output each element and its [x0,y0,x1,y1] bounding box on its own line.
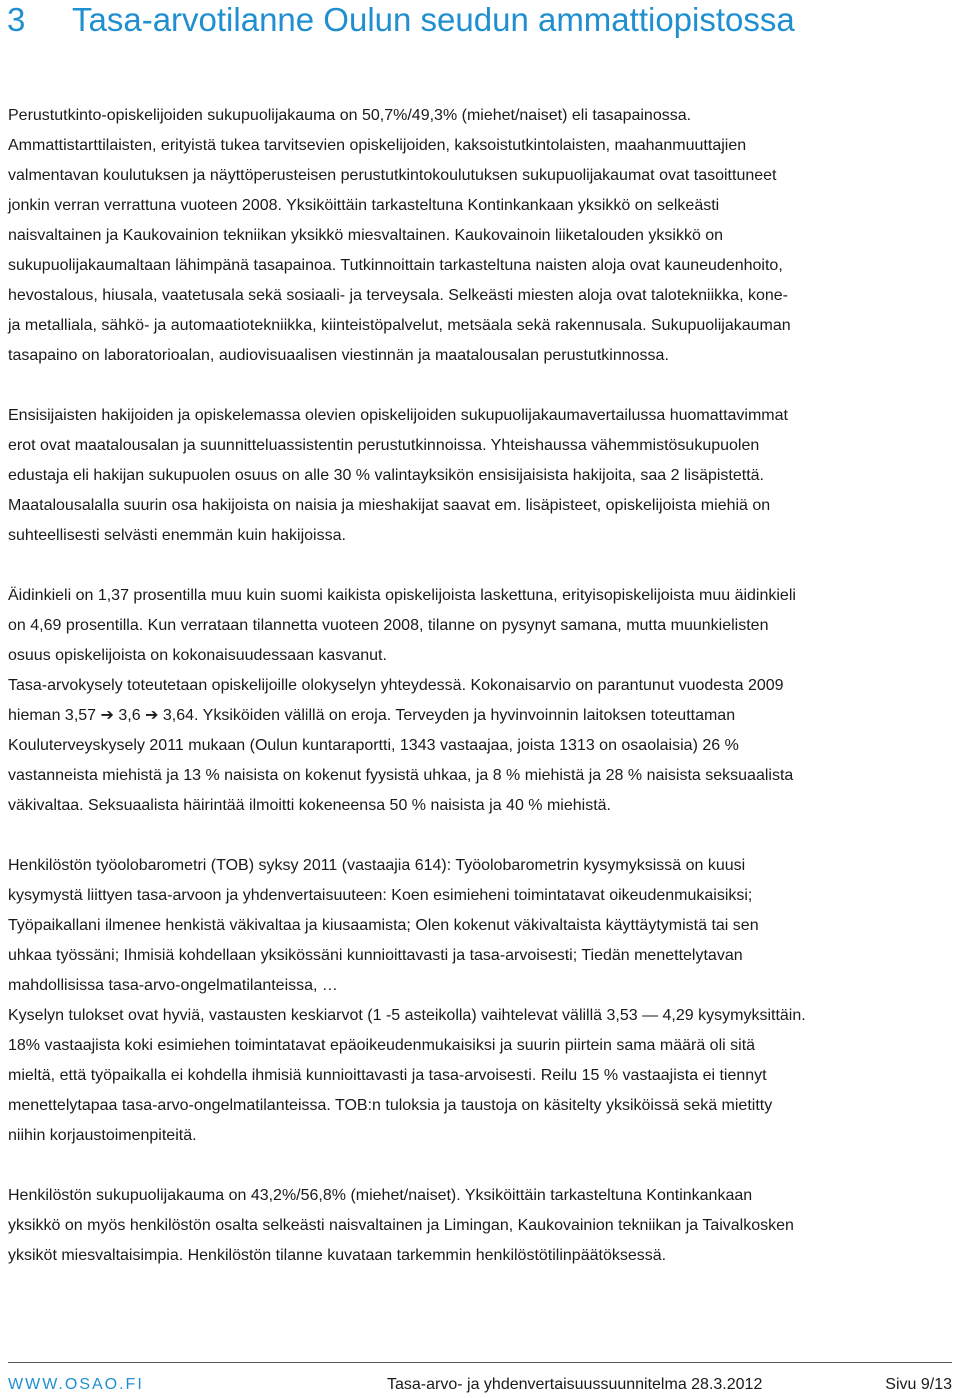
section-heading [7,0,795,40]
text-line: väkivaltaa. Seksuaalista häirintää ilmoitti kokeneensa 50 % naisista ja 40 % miehistä. [8,797,611,814]
text-line: mieltä, että työpaikalla ei kohdella ihmisiä kunnioittavasti ja tasa-arvoisesti. Reilu 15 % vastaajista ei tiennyt [8,1067,767,1084]
text-line: Henkilöstön työolobarometri (TOB) syksy 2011 (vastaajia 614): Työolobarometrin kysymyksissä on kuusi [8,857,746,874]
text-line: valmentavan koulutuksen ja näyttöperusteisen perustutkintokoulutuksen sukupuolijakaumat ovat tasoittuneet [8,167,777,184]
text-line: Maatalousalalla suurin osa hakijoista on naisia ja mieshakijat saavat em. lisäpisteet, opiskelijoista miehiä on [8,497,771,514]
text-line: osuus opiskelijoista on kokonaisuudessaan kasvanut. [8,647,387,664]
text-line: hevostalous, hiusala, vaatetusala sekä sosiaali- ja terveysala. Selkeästi miesten aloja ovat talotekniikka, kone- [8,287,788,304]
text-line: vastanneista miehistä ja 13 % naisista on kokenut fyysistä uhkaa, ja 8 % miehistä ja 28 % naisista seksuaalista [8,767,794,784]
text-line: suhteellisesti selvästi enemmän kuin hakijoissa. [8,527,346,544]
text-line: Kyselyn tulokset ovat hyviä, vastausten keskiarvot (1 -5 asteikolla) vaihtelevat välillä 3,53 — 4,29 kysymyksittäin. [8,1007,806,1024]
text-line: 18% vastaajista koki esimiehen toimintatavat epäoikeudenmukaisiksi ja suurin piirtein sama määrä oli sitä [8,1037,756,1054]
text-line: uhkaa työssäni; Ihmisiä kohdellaan yksikössäni kunnioittavasti ja tasa-arvoisesti; Tiedän menettelytavan [8,947,743,964]
text-line: yksiköt miesvaltaisimpia. Henkilöstön tilanne kuvataan tarkemmin henkilöstötilinpäätöksessä. [8,1247,667,1264]
text-line: hieman 3,57 ➔ 3,6 ➔ 3,64. Yksiköiden välillä on eroja. Terveyden ja hyvinvoinnin laitoksen toteuttaman [8,707,736,724]
text-line: mahdollisissa tasa-arvo-ongelmatilanteissa, … [8,977,338,994]
text-line: sukupuolijakaumaltaan lähimpänä tasapainoa. Tutkinnoittain tarkasteltuna naisten aloja ovat kauneudenhoito, [8,257,783,274]
text-line: naisvaltainen ja Kaukovainion tekniikan yksikkö miesvaltainen. Kaukovainoin liiketalouden yksikkö on [8,227,724,244]
footer-divider [8,1362,952,1363]
text-line: yksikkö on myös henkilöstön osalta selkeästi naisvaltainen ja Limingan, Kaukovainion tekniikan ja Taivalkosken [8,1217,794,1234]
text-line: ja metalliala, sähkö- ja automaatiotekniikka, kiinteistöpalvelut, metsäala sekä rakennusala. Sukupuolijakauman [8,317,791,334]
text-line: Äidinkieli on 1,37 prosentilla muu kuin suomi kaikista opiskelijoista laskettuna, erityisopiskelijoista muu äidinkieli [8,587,796,604]
text-line: Kouluterveyskysely 2011 mukaan (Oulun kuntaraportti, 1343 vastaajaa, joista 1313 on osaolaisia) 26 % [8,737,739,754]
text-line: Tasa-arvokysely toteutetaan opiskelijoille olokyselyn yhteydessä. Kokonaisarvio on parantunut vuodesta 2009 [8,677,784,694]
text-line: Henkilöstön sukupuolijakauma on 43,2%/56,8% (miehet/naiset). Yksiköittäin tarkasteltuna Kontinkankaan [8,1187,753,1204]
text-line: jonkin verran verrattuna vuoteen 2008. Yksiköittäin tarkasteltuna Kontinkankaan yksikkö on selkeästi [8,197,720,214]
footer-website-link[interactable]: WWW.OSAO.FI [8,1376,144,1393]
text-line: edustaja eli hakijan sukupuolen osuus on alle 30 % valintayksikön ensisijaisista hakijoita, saa 2 lisäpistettä. [8,467,764,484]
section-number: 3 [7,1,26,38]
section-title: Tasa-arvotilanne Oulun seudun ammattiopistossa [72,1,795,38]
text-line: niihin korjaustoimenpiteitä. [8,1127,197,1144]
text-line: erot ovat maatalousalan ja suunnitteluassistentin perustutkinnoissa. Yhteishaussa vähemmistösukupuolen [8,437,760,454]
text-line: Työpaikallani ilmenee henkistä väkivaltaa ja kiusaamista; Olen kokenut väkivaltaista käyttäytymistä tai sen [8,917,759,934]
text-line: kysymystä liittyen tasa-arvoon ja yhdenvertaisuuteen: Koen esimieheni toimintatavat oikeudenmukaisiksi; [8,887,753,904]
text-line: Ensisijaisten hakijoiden ja opiskelemassa olevien opiskelijoiden sukupuolijakaumavertailussa huomattavimmat [8,407,788,424]
text-line: menettelytapaa tasa-arvo-ongelmatilanteissa. TOB:n tuloksia ja taustoja on käsitelty yksiköissä sekä mietitty [8,1097,773,1114]
text-line: Ammattistarttilaisten, erityistä tukea tarvitsevien opiskelijoiden, kaksoistutkintolaisten, maahanmuuttajien [8,137,747,154]
text-line: Perustutkinto-opiskelijoiden sukupuolijakauma on 50,7%/49,3% (miehet/naiset) eli tasapainossa. [8,107,692,124]
text-line: tasapaino on laboratorioalan, audiovisuaalisen viestinnän ja maatalousalan perustutkinnossa. [8,347,669,364]
footer-page-number: Sivu 9/13 [885,1376,952,1393]
footer-document-title: Tasa-arvo- ja yhdenvertaisuussuunnitelma 28.3.2012 [387,1376,763,1393]
text-line: on 4,69 prosentilla. Kun verrataan tilannetta vuoteen 2008, tilanne on pysynyt samana, mutta muunkielisten [8,617,769,634]
